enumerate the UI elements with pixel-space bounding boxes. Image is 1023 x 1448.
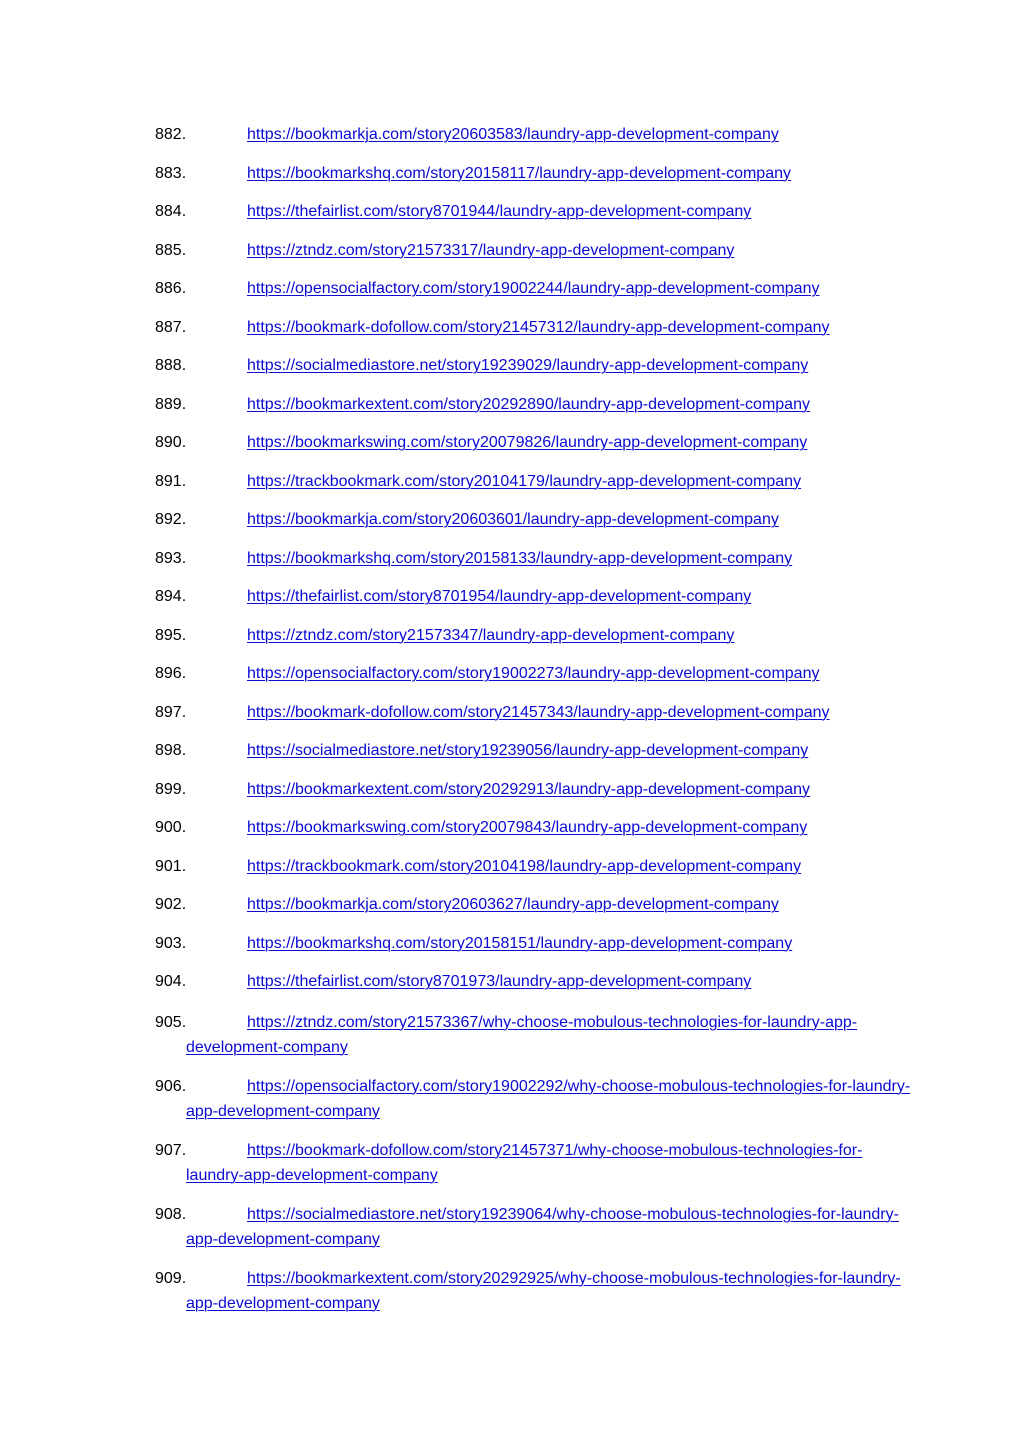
list-item: [155, 586, 915, 608]
item-number: 898.: [155, 742, 187, 759]
item-number: 895.: [155, 626, 187, 644]
item-number: 891.: [155, 472, 187, 490]
list-item: [155, 894, 915, 916]
list-item: [155, 779, 915, 801]
list-item: [155, 394, 915, 416]
list-item: [155, 1074, 915, 1124]
item-number: 884.: [155, 203, 187, 220]
item-link[interactable]: https://bookmarkswing.com/story20079843/laundry-app-development-company: [247, 819, 808, 836]
item-number: 893.: [155, 549, 187, 567]
item-link[interactable]: https://bookmarkja.com/story20603601/laundry-app-development-company: [247, 511, 779, 528]
list-item: [155, 702, 915, 724]
list-item: [155, 509, 915, 531]
item-number: 908.: [155, 1205, 187, 1223]
item-link[interactable]: https://bookmarkja.com/story20603627/laundry-app-development-company: [247, 896, 779, 913]
list-item: [155, 817, 915, 839]
item-number: 909.: [155, 1269, 187, 1287]
item-link[interactable]: https://socialmediastore.net/story19239029/laundry-app-development-company: [247, 357, 809, 374]
list-item: [155, 355, 915, 377]
item-link[interactable]: https://trackbookmark.com/story20104179/laundry-app-development-company: [247, 472, 802, 490]
item-number: 897.: [155, 703, 187, 721]
item-number: 907.: [155, 1141, 187, 1159]
item-link[interactable]: https://thefairlist.com/story8701954/laundry-app-development-company: [247, 588, 752, 605]
link-list: [155, 124, 915, 1330]
item-number: 885.: [155, 241, 187, 259]
list-item: [155, 1202, 915, 1252]
item-number: 899.: [155, 780, 187, 798]
list-item: [155, 240, 915, 262]
list-item: [155, 124, 915, 146]
item-link[interactable]: https://bookmarkshq.com/story20158117/laundry-app-development-company: [247, 164, 791, 182]
item-number: 892.: [155, 511, 187, 528]
list-item: [155, 1266, 915, 1316]
item-number: 887.: [155, 318, 187, 336]
list-item: [155, 933, 915, 955]
item-link[interactable]: https://ztndz.com/story21573347/laundry-app-development-company: [247, 626, 735, 644]
item-link[interactable]: https://bookmarkja.com/story20603583/laundry-app-development-company: [247, 126, 779, 143]
item-number: 883.: [155, 164, 187, 182]
item-link[interactable]: https://bookmark-dofollow.com/story21457343/laundry-app-development-company: [247, 703, 830, 721]
item-link[interactable]: https://socialmediastore.net/story19239064/why-choose-mobulous-technologies-for-laundry-app-development-company: [186, 1205, 899, 1248]
item-number: 905.: [155, 1013, 187, 1031]
item-link[interactable]: https://bookmarkshq.com/story20158151/laundry-app-development-company: [247, 934, 793, 952]
item-number: 889.: [155, 395, 187, 413]
item-number: 886.: [155, 280, 187, 297]
item-link[interactable]: https://bookmark-dofollow.com/story21457312/laundry-app-development-company: [247, 318, 830, 336]
item-number: 888.: [155, 357, 187, 374]
item-number: 902.: [155, 896, 187, 913]
item-number: 894.: [155, 588, 187, 605]
item-link[interactable]: https://trackbookmark.com/story20104198/laundry-app-development-company: [247, 857, 802, 875]
item-link[interactable]: https://opensocialfactory.com/story19002292/why-choose-mobulous-technologies-for-laundry-app-development-company: [186, 1077, 911, 1120]
item-link[interactable]: https://bookmarkextent.com/story20292913/laundry-app-development-company: [247, 780, 810, 798]
list-item: [155, 317, 915, 339]
item-number: 906.: [155, 1077, 187, 1095]
list-item: [155, 625, 915, 647]
item-number: 896.: [155, 665, 187, 682]
item-link[interactable]: https://socialmediastore.net/story19239056/laundry-app-development-company: [247, 742, 809, 759]
list-item: [155, 663, 915, 685]
item-number: 882.: [155, 126, 187, 143]
list-item: [155, 971, 915, 993]
list-item: [155, 278, 915, 300]
item-number: 890.: [155, 434, 187, 451]
list-item: [155, 548, 915, 570]
list-item: [155, 201, 915, 223]
item-link[interactable]: https://thefairlist.com/story8701973/laundry-app-development-company: [247, 973, 752, 990]
list-item: [155, 1010, 915, 1060]
item-link[interactable]: https://bookmarkshq.com/story20158133/laundry-app-development-company: [247, 549, 793, 567]
item-number: 900.: [155, 819, 187, 836]
item-link[interactable]: https://bookmarkextent.com/story20292925/why-choose-mobulous-technologies-for-laundry-app-development-company: [186, 1269, 901, 1312]
item-link[interactable]: https://bookmark-dofollow.com/story21457371/why-choose-mobulous-technologies-for-laundry-app-development-company: [186, 1141, 863, 1184]
item-number: 901.: [155, 857, 187, 875]
item-number: 903.: [155, 934, 187, 952]
item-link[interactable]: https://bookmarkswing.com/story20079826/laundry-app-development-company: [247, 434, 808, 451]
item-link[interactable]: https://ztndz.com/story21573317/laundry-app-development-company: [247, 241, 735, 259]
item-link[interactable]: https://bookmarkextent.com/story20292890/laundry-app-development-company: [247, 395, 810, 413]
item-link[interactable]: https://opensocialfactory.com/story19002244/laundry-app-development-company: [247, 280, 820, 297]
list-item: [155, 1138, 915, 1188]
list-item: [155, 432, 915, 454]
item-link[interactable]: https://opensocialfactory.com/story19002273/laundry-app-development-company: [247, 665, 820, 682]
item-link[interactable]: https://ztndz.com/story21573367/why-choose-mobulous-technologies-for-laundry-app-development-company: [186, 1013, 858, 1056]
item-number: 904.: [155, 973, 187, 990]
list-item: [155, 740, 915, 762]
item-link[interactable]: https://thefairlist.com/story8701944/laundry-app-development-company: [247, 203, 752, 220]
list-item: [155, 471, 915, 493]
list-item: [155, 163, 915, 185]
list-item: [155, 856, 915, 878]
